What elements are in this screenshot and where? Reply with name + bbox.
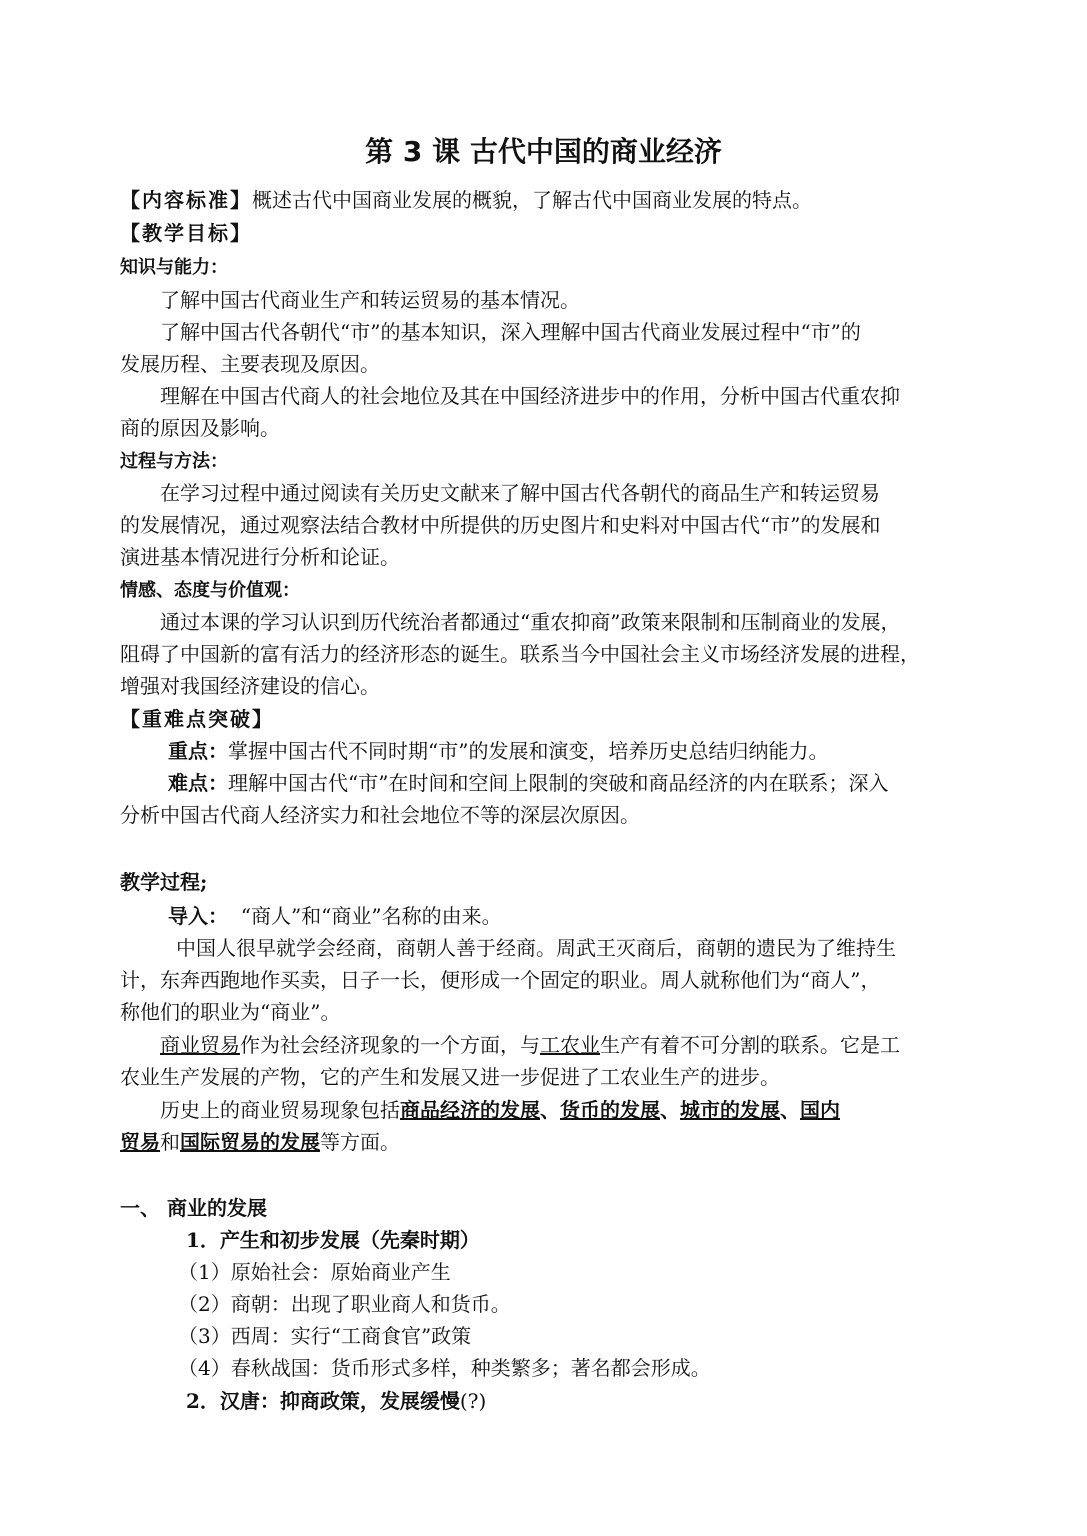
history-separator-2: 、 bbox=[660, 1098, 680, 1122]
teaching-heading: 教学过程; bbox=[120, 870, 208, 894]
process-heading: 过程与方法： bbox=[120, 451, 228, 472]
process-line-2: 的发展情况，通过观察法结合教材中所提供的历史图片和史料对中国古代“市”的发展和 bbox=[120, 513, 881, 537]
page-title: 第 3 课 古代中国的商业经济 bbox=[365, 135, 722, 168]
intro-text: “商人”和“商业”名称的由来。 bbox=[240, 904, 502, 928]
list-item: （1）原始社会：原始商业产生 bbox=[178, 1260, 451, 1284]
list-item: （3）西周：实行“工商食官”政策 bbox=[178, 1324, 472, 1348]
values-line-1: 通过本课的学习认识到历代统治者都通过“重农抑商”政策来限制和压制商业的发展， bbox=[160, 610, 901, 634]
trade-term: 商业贸易 bbox=[160, 1033, 240, 1057]
question-mark-note: (?) bbox=[459, 1389, 487, 1413]
history-paragraph-line-2 bbox=[120, 1128, 400, 1156]
section-1-subheading-2 bbox=[186, 1387, 486, 1415]
list-item: （2）商朝：出现了职业商人和货币。 bbox=[178, 1292, 511, 1316]
story-line-1: 中国人很早就学会经商，商朝人善于经商。周武王灭商后，商朝的遗民为了维持生 bbox=[176, 936, 896, 960]
keypoints-label: 【重难点突破】 bbox=[120, 707, 274, 731]
intro bbox=[168, 902, 502, 930]
key-point-label: 重点： bbox=[168, 739, 228, 763]
trade-paragraph-line-2: 农业生产发展的产物，它的产生和发展又进一步促进了工农业生产的进步。 bbox=[120, 1065, 780, 1089]
process-line-3: 演进基本情况进行分析和论证。 bbox=[120, 545, 400, 569]
values-line-3: 增强对我国经济建设的信心。 bbox=[120, 674, 380, 698]
history-separator-3: 、 bbox=[780, 1098, 800, 1122]
knowledge-heading: 知识与能力： bbox=[120, 257, 228, 278]
difficult-point bbox=[168, 769, 888, 797]
difficult-point-text-line-1: 理解中国古代“市”在时间和空间上限制的突破和商品经济的内在联系；深入 bbox=[228, 771, 889, 795]
history-end: 等方面。 bbox=[320, 1130, 400, 1154]
history-term-currency: 货币的发展 bbox=[560, 1098, 660, 1122]
history-term-domestic-part-2: 贸易 bbox=[120, 1130, 160, 1154]
trade-paragraph-line-1 bbox=[160, 1031, 900, 1059]
history-separator-1: 、 bbox=[540, 1098, 560, 1122]
trade-text-1: 作为社会经济现象的一个方面，与 bbox=[240, 1033, 540, 1057]
knowledge-paragraph-1: 了解中国古代商业生产和转运贸易的基本情况。 bbox=[160, 288, 580, 312]
knowledge-paragraph-2-line-1: 了解中国古代各朝代“市”的基本知识，深入理解中国古代商业发展过程中“市”的 bbox=[160, 320, 861, 344]
trade-text-2: 生产有着不可分割的联系。它是工 bbox=[600, 1033, 900, 1057]
key-point-text: 掌握中国古代不同时期“市”的发展和演变，培养历史总结归纳能力。 bbox=[228, 739, 829, 763]
history-term-commodity-economy: 商品经济的发展 bbox=[400, 1098, 540, 1122]
values-line-2: 阻碍了中国新的富有活力的经济形态的诞生。联系当今中国社会主义市场经济发展的进程， bbox=[120, 642, 920, 666]
section-1-heading: 一、 商业的发展 bbox=[120, 1196, 267, 1220]
knowledge-paragraph-2-line-2: 发展历程、主要表现及原因。 bbox=[120, 352, 380, 376]
history-text: 历史上的商业贸易现象包括 bbox=[160, 1098, 400, 1122]
knowledge-paragraph-3-line-1: 理解在中国古代商人的社会地位及其在中国经济进步中的作用，分析中国古代重农抑 bbox=[160, 384, 900, 408]
history-and: 和 bbox=[160, 1130, 180, 1154]
content-standard bbox=[120, 186, 812, 214]
industry-agriculture-term: 工农业 bbox=[540, 1033, 600, 1057]
difficult-point-text-line-2: 分析中国古代商人经济实力和社会地位不等的深层次原因。 bbox=[120, 803, 640, 827]
knowledge-paragraph-3-line-2: 商的原因及影响。 bbox=[120, 416, 280, 440]
content-standard-text: 概述古代中国商业发展的概貌，了解古代中国商业发展的特点。 bbox=[252, 188, 812, 212]
objectives-label: 【教学目标】 bbox=[120, 221, 252, 245]
history-term-domestic-part-1: 国内 bbox=[800, 1098, 840, 1122]
intro-label: 导入： bbox=[168, 904, 228, 928]
key-point bbox=[168, 737, 828, 765]
list-item: （4）春秋战国：货币形式多样，种类繁多；著名都会形成。 bbox=[178, 1356, 711, 1380]
process-line-1: 在学习过程中通过阅读有关历史文献来了解中国古代各朝代的商品生产和转运贸易 bbox=[160, 481, 880, 505]
section-1-subheading-2-text: 2．汉唐：抑商政策，发展缓慢 bbox=[186, 1389, 460, 1413]
content-standard-label: 【内容标准】 bbox=[120, 188, 252, 212]
section-1-subheading-1: 1．产生和初步发展（先秦时期） bbox=[186, 1228, 480, 1252]
story-line-3: 称他们的职业为“商业”。 bbox=[120, 1000, 341, 1024]
story-line-2: 计，东奔西跑地作买卖，日子一长，便形成一个固定的职业。周人就称他们为“商人”， bbox=[120, 968, 881, 992]
values-heading: 情感、态度与价值观： bbox=[120, 580, 300, 601]
history-term-international: 国际贸易的发展 bbox=[180, 1130, 320, 1154]
history-paragraph-line-1 bbox=[160, 1096, 840, 1124]
history-term-cities: 城市的发展 bbox=[680, 1098, 780, 1122]
difficult-point-label: 难点： bbox=[168, 771, 228, 795]
